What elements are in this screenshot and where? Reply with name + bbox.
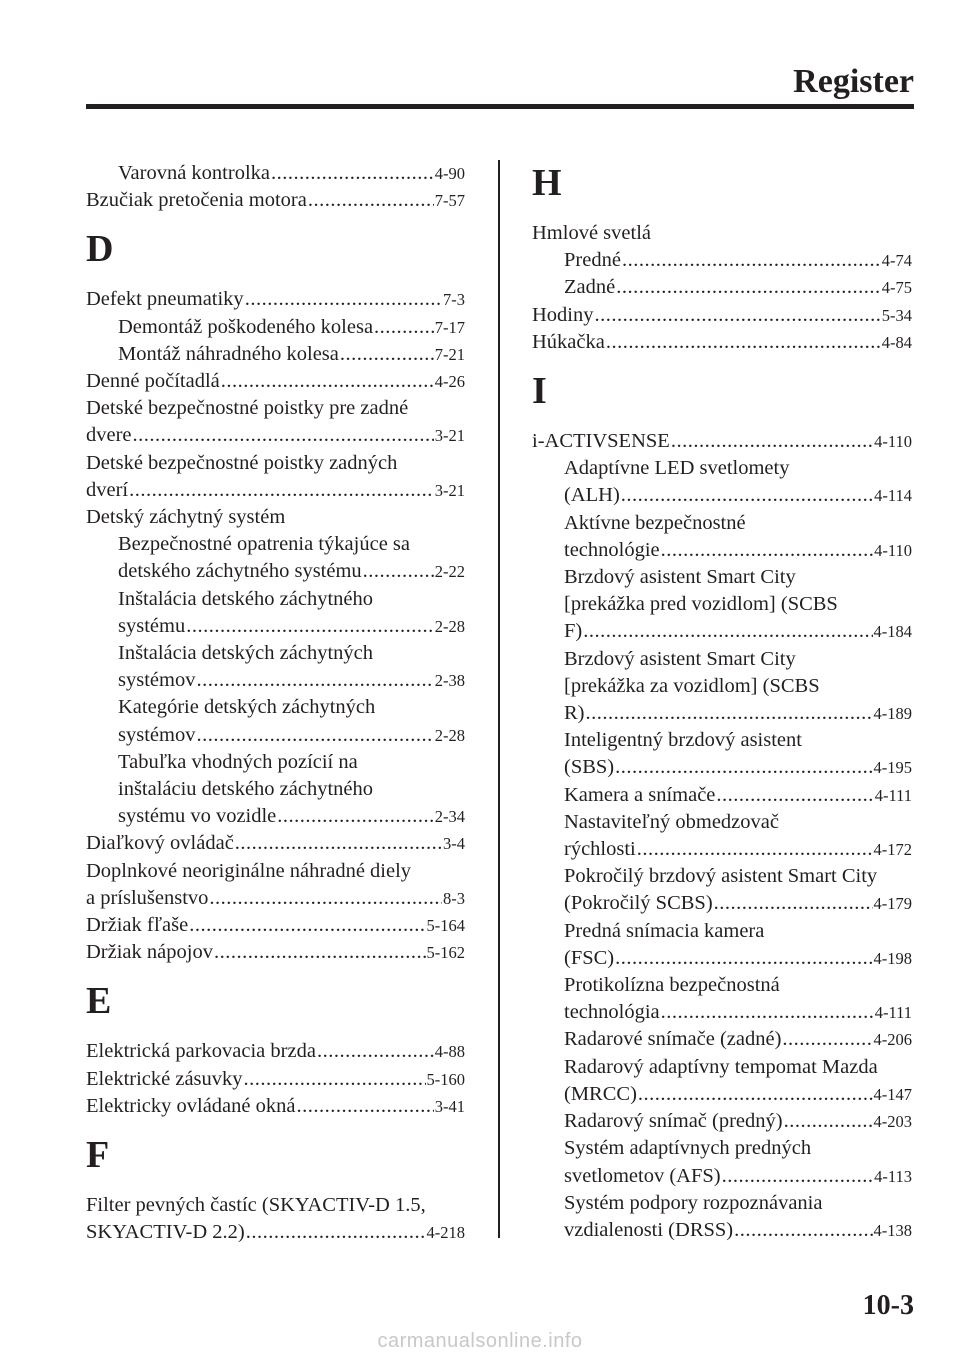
- index-entry: Demontáž poškodeného kolesa ..... 7-17: [86, 314, 465, 341]
- index-entry: Radarové snímače (zadné) ..... 4-206: [532, 1026, 912, 1053]
- letter-heading-d: D: [86, 228, 114, 271]
- index-entry-line: inštaláciu detského záchytného: [118, 778, 374, 801]
- index-entry: (FSC) ..... 4-198: [532, 945, 912, 972]
- index-entry: systému vo vozidle ..... 2-34: [86, 803, 465, 830]
- index-entry-line: Protikolízna bezpečnostná: [564, 974, 780, 997]
- index-entry: systému ..... 2-28: [86, 613, 465, 640]
- index-entry: F) ..... 4-184: [532, 618, 912, 645]
- index-entry: technológia ..... 4-111: [532, 999, 912, 1026]
- index-entry: Bzučiak pretočenia motora ..... 7-57: [86, 187, 465, 214]
- index-entry-line: Nastaviteľný obmedzovač: [564, 810, 779, 833]
- watermark: carmanualsonline.info: [377, 1330, 583, 1352]
- index-entry: Radarový snímač (predný) ..... 4-203: [532, 1108, 912, 1135]
- index-entry: i-ACTIVSENSE ..... 4-110: [532, 428, 912, 455]
- index-entry-line: Doplnkové neoriginálne náhradné diely: [86, 859, 412, 882]
- index-entry: Zadné ..... 4-75: [532, 274, 912, 301]
- index-entry-line: Detské bezpečnostné poistky zadných: [86, 451, 398, 474]
- index-entry: detského záchytného systému ..... 2-22: [86, 558, 465, 585]
- index-entry-line: Bezpečnostné opatrenia týkajúce sa: [118, 533, 410, 556]
- index-entry-line: Detské bezpečnostné poistky pre zadné: [86, 397, 409, 420]
- index-entry: (SBS) ..... 4-195: [532, 754, 912, 781]
- index-entry: svetlometov (AFS) ..... 4-113: [532, 1163, 912, 1190]
- index-entry-line: [prekážka pred vozidlom] (SCBS: [564, 593, 838, 616]
- index-entry-line: Aktívne bezpečnostné: [564, 511, 746, 534]
- letter-heading-i: I: [532, 370, 547, 413]
- section-title: Register: [793, 63, 914, 100]
- index-entry: (Pokročilý SCBS) ..... 4-179: [532, 890, 912, 917]
- index-entry: Predné ..... 4-74: [532, 247, 912, 274]
- index-entry: dvere ..... 3-21: [86, 422, 465, 449]
- index-entry: Elektricky ovládané okná ..... 3-41: [86, 1093, 465, 1120]
- index-entry: SKYACTIV-D 2.2) ..... 4-218: [86, 1219, 465, 1246]
- index-entry: Držiak fľaše ..... 5-164: [86, 912, 465, 939]
- index-entry-line: Filter pevných častíc (SKYACTIV-D 1.5,: [86, 1194, 426, 1217]
- index-entry: rýchlosti ..... 4-172: [532, 836, 912, 863]
- index-entry: Elektrická parkovacia brzda ..... 4-88: [86, 1038, 465, 1065]
- column-divider: [498, 160, 500, 1238]
- index-entry: (ALH) ..... 4-114: [532, 482, 912, 509]
- index-entry-line: Kategórie detských záchytných: [118, 696, 376, 719]
- index-entry-line: Radarový adaptívny tempomat Mazda: [564, 1055, 878, 1078]
- index-entry-line: Inteligentný brzdový asistent: [564, 729, 802, 752]
- index-entry: Defekt pneumatiky ..... 7-3: [86, 286, 465, 313]
- letter-heading-f: F: [86, 1134, 110, 1177]
- index-entry: dverí ..... 3-21: [86, 477, 465, 504]
- header-rule: [86, 104, 914, 109]
- index-column-right: [532, 160, 912, 1244]
- index-entry-line: Inštalácia detských záchytných: [118, 642, 373, 665]
- letter-heading-h: H: [532, 162, 562, 204]
- index-entry-line: Brzdový asistent Smart City: [564, 566, 796, 589]
- index-entry: technológie ..... 4-110: [532, 537, 912, 564]
- index-entry: Denné počítadlá ..... 4-26: [86, 368, 465, 395]
- index-entry-line: Detský záchytný systém: [86, 506, 286, 529]
- index-entry: Kamera a snímače ..... 4-111: [532, 782, 912, 809]
- index-entry: a príslušenstvo ..... 8-3: [86, 885, 465, 912]
- index-entry: Diaľkový ovládač ..... 3-4: [86, 830, 465, 857]
- index-entry: systémov ..... 2-38: [86, 667, 465, 694]
- index-entry: Húkačka ..... 4-84: [532, 329, 912, 356]
- page-number: 10-3: [862, 1290, 914, 1321]
- index-entry: vzdialenosti (DRSS) ..... 4-138: [532, 1217, 912, 1244]
- index-entry-line: Tabuľka vhodných pozícií na: [118, 750, 358, 773]
- index-entry-line: Adaptívne LED svetlomety: [564, 457, 790, 480]
- index-entry: (MRCC) ..... 4-147: [532, 1081, 912, 1108]
- index-entry: Montáž náhradného kolesa ..... 7-21: [86, 341, 465, 368]
- index-entry-line: [prekážka za vozidlom] (SCBS: [564, 674, 820, 697]
- index-entry-line: Systém podpory rozpoznávania: [564, 1191, 823, 1214]
- index-entry: Držiak nápojov ..... 5-162: [86, 939, 465, 966]
- index-entry-line: Hmlové svetlá: [532, 222, 651, 244]
- index-entry: systémov ..... 2-28: [86, 722, 465, 749]
- index-entry-line: Brzdový asistent Smart City: [564, 647, 796, 670]
- letter-heading-e: E: [86, 980, 112, 1023]
- index-entry-line: Systém adaptívnych predných: [564, 1137, 812, 1160]
- index-entry: Varovná kontrolka ..... 4-90: [86, 160, 465, 187]
- index-entry-line: Pokročilý brzdový asistent Smart City: [564, 865, 878, 888]
- index-column-left: [86, 160, 465, 1247]
- index-entry-line: Inštalácia detského záchytného: [118, 587, 373, 610]
- index-entry-line: Predná snímacia kamera: [564, 919, 765, 942]
- index-entry: Hodiny ..... 5-34: [532, 302, 912, 329]
- index-entry: R) ..... 4-189: [532, 700, 912, 727]
- index-entry: Elektrické zásuvky ..... 5-160: [86, 1066, 465, 1093]
